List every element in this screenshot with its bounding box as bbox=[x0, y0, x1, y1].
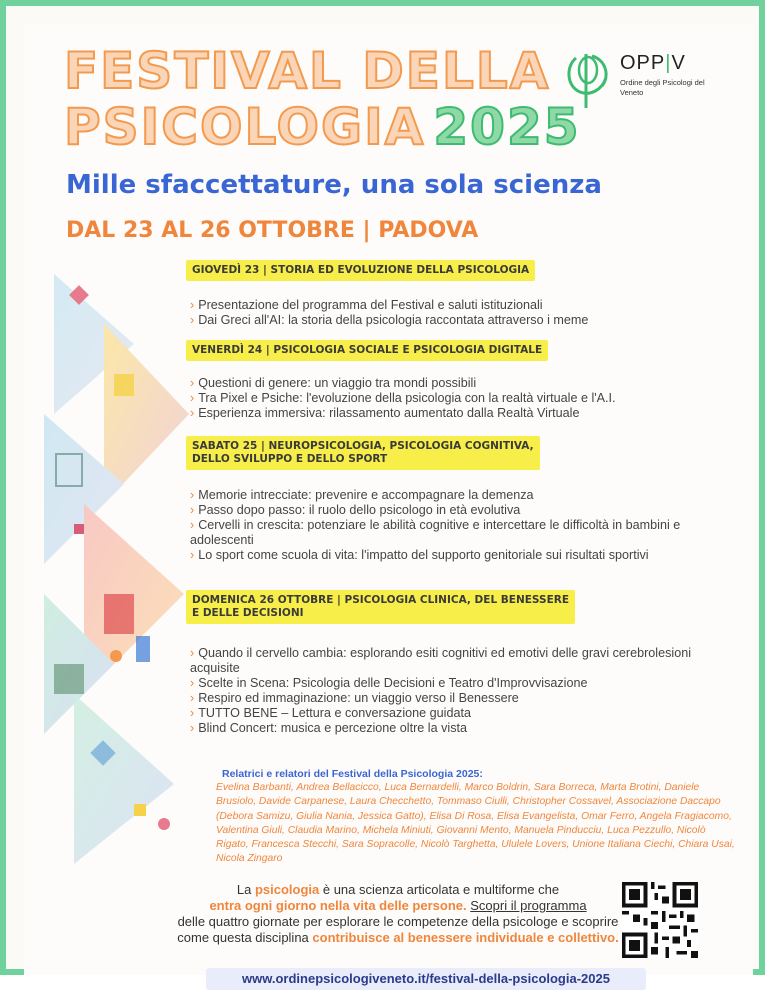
day-list-sunday bbox=[190, 646, 730, 736]
website-url[interactable]: www.ordinepsicologiveneto.it/festival-della-psicologia-2025 bbox=[206, 968, 646, 990]
day-heading-thursday: GIOVEDÌ 23 | STORIA ED EVOLUZIONE DELLA PSICOLOGIA bbox=[186, 260, 535, 281]
day-heading-friday: VENERDÌ 24 | PSICOLOGIA SOCIALE E PSICOLOGIA DIGITALE bbox=[186, 340, 548, 361]
day-heading-saturday-line1: SABATO 25 | NEUROPSICOLOGIA, PSICOLOGIA COGNITIVA, bbox=[192, 440, 534, 452]
festival-title-line1: FESTIVAL DELLA bbox=[64, 42, 551, 100]
day-list-friday bbox=[190, 376, 616, 421]
decorative-illustration bbox=[44, 264, 194, 864]
oppv-logo-icon bbox=[562, 48, 618, 110]
day-heading-saturday-line2: DELLO SVILUPPO E DELLO SPORT bbox=[192, 453, 388, 465]
logo-wordmark bbox=[620, 52, 686, 75]
list-item: › Passo dopo passo: il ruolo dello psicologo in età evolutiva bbox=[190, 503, 521, 517]
list-item: › Respiro ed immaginazione: un viaggio verso il Benessere bbox=[190, 691, 519, 705]
speakers-block bbox=[216, 768, 736, 867]
list-item: › Lo sport come scuola di vita: l'impatto del supporto genitoriale sui risultati sportivi bbox=[190, 548, 649, 562]
day-heading-sunday-line2: E DELLE DECISIONI bbox=[192, 607, 304, 619]
list-item: › Memorie intrecciate: prevenire e accompagnare la demenza bbox=[190, 488, 534, 502]
festival-title-word: PSICOLOGIA bbox=[64, 98, 426, 156]
speakers-list: Evelina Barbanti, Andrea Bellacicco, Luca Bernardelli, Marco Boldrin, Sara Borreca, Marta Brotini, Daniele Brusiolo, Davide Carpanese, Laura Checchetto, Tommaso Ciulli, Christopher Cossavel, Associazione Daccapo (Debora Samizu, Giulia Nania, Jessica Gatto), Elisa Di Rosa, Elisa Evangelista, Omar Ferro, Angela Fragiacomo, Valentina Giuli, Claudia Marino, Michela Miniuti, Giovanni Mento, Manuela Pinducciu, Luca Pezzullo, Nicolò Rigato, Francesca Stecchi, Sara Sopracolle, Nicolò Targhetta, Ululele Lovers, Unione Italiana Ciechi, Chiara Usai, Nicola Zingaro bbox=[216, 782, 735, 865]
day-heading-saturday bbox=[186, 436, 540, 470]
list-item: › Questioni di genere: un viaggio tra mondi possibili bbox=[190, 376, 477, 390]
day-heading-sunday bbox=[186, 590, 575, 624]
logo-wordmark-left: OPP bbox=[620, 52, 666, 74]
list-item: › Blind Concert: musica e percezione oltre la vista bbox=[190, 721, 467, 735]
list-item: › Esperienza immersiva: rilassamento aumentato dalla Realtà Virtuale bbox=[190, 406, 580, 420]
list-item: › Cervelli in crescita: potenziare le abilità cognitive e intercettare le difficoltà in bambini e adolescenti bbox=[190, 518, 681, 547]
logo-wordmark-bar: | bbox=[665, 52, 672, 74]
festival-year: 2025 bbox=[433, 98, 581, 156]
list-item: › Tra Pixel e Psiche: l'evoluzione della psicologia con la realtà virtuale e l'A.I. bbox=[190, 391, 616, 405]
qr-code-icon[interactable] bbox=[622, 882, 698, 958]
list-item: › TUTTO BENE – Lettura e conversazione guidata bbox=[190, 706, 471, 720]
closing-paragraph: La psicologia è una scienza articolata e multiforme che entra ogni giorno nella vita delle persone. Scopri il programma delle quattro giornate per esplorare le competenze della psicologe e scoprire come questa disciplina contribuisce al benessere individuale e collettivo. bbox=[177, 882, 619, 945]
discover-program-link[interactable]: Scopri il programma bbox=[470, 898, 587, 913]
list-item: › Dai Greci all'AI: la storia della psicologia raccontata attraverso i meme bbox=[190, 313, 589, 327]
logo-subtitle: Ordine degli Psicologi del Veneto bbox=[620, 78, 705, 97]
logo-wordmark-right: V bbox=[671, 52, 686, 74]
day-list-saturday bbox=[190, 488, 730, 563]
list-item: › Scelte in Scena: Psicologia delle Decisioni e Teatro d'Improvvisazione bbox=[190, 676, 588, 690]
list-item: › Presentazione del programma del Festival e saluti istituzionali bbox=[190, 298, 543, 312]
day-heading-sunday-line1: DOMENICA 26 OTTOBRE | PSICOLOGIA CLINICA, DEL BENESSERE bbox=[192, 594, 570, 606]
list-item: › Quando il cervello cambia: esplorando esiti cognitivi ed emotivi delle gravi cerebrolesioni acquisite bbox=[190, 646, 692, 675]
festival-subtitle: Mille sfaccettature, una sola scienza bbox=[66, 170, 602, 200]
speakers-title: Relatrici e relatori del Festival della Psicologia 2025: bbox=[222, 768, 483, 780]
oppv-logo bbox=[562, 48, 742, 118]
festival-title-line2 bbox=[64, 98, 581, 156]
poster bbox=[24, 24, 753, 986]
day-list-thursday bbox=[190, 298, 588, 328]
festival-dateline: DAL 23 AL 26 OTTOBRE | PADOVA bbox=[66, 218, 479, 243]
